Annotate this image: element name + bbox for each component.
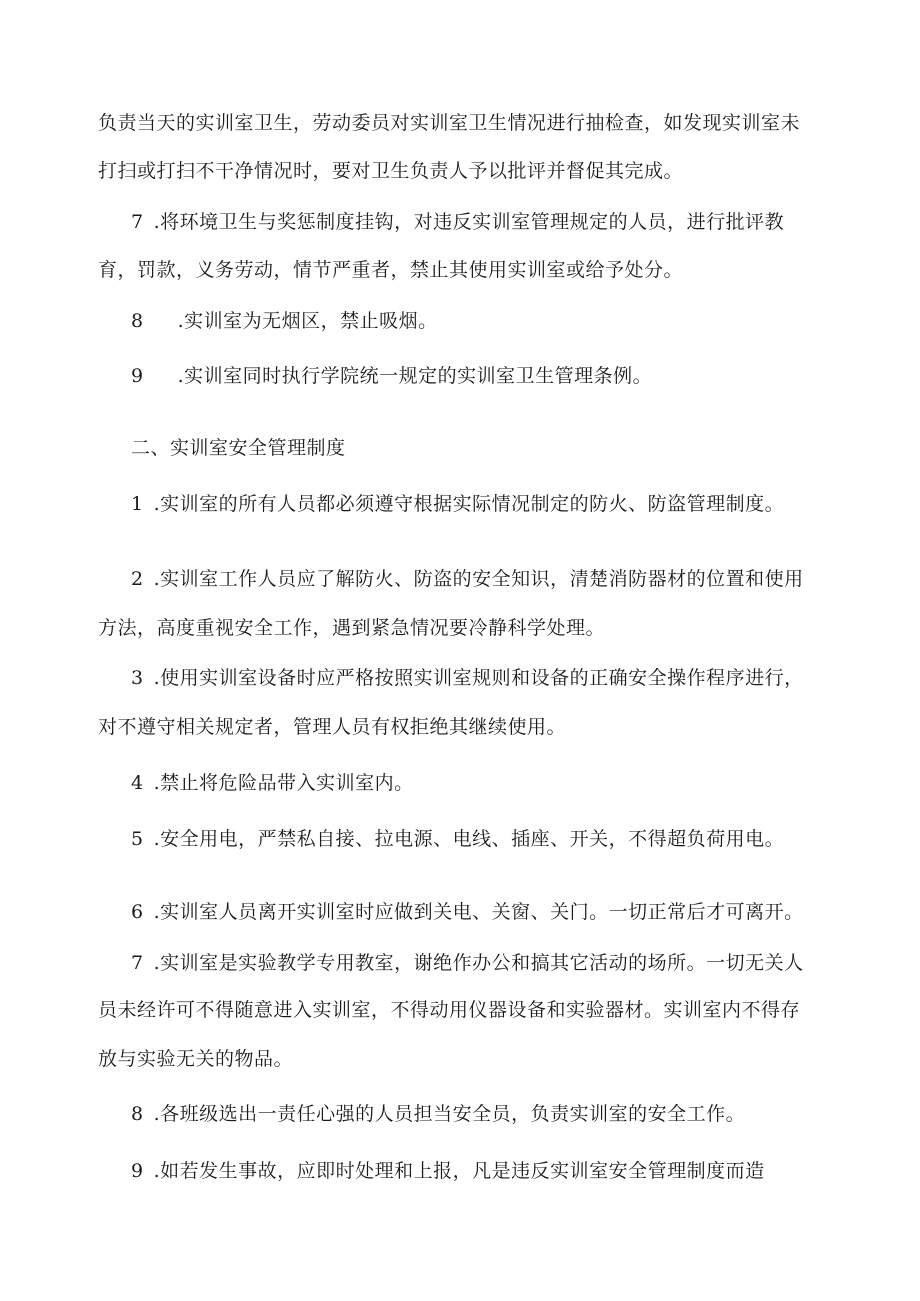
item-number: 7 <box>131 952 144 974</box>
safety-item-2 <box>131 566 871 592</box>
item-number: 4 <box>131 772 144 794</box>
item-text: .禁止将危险品带入实训室内。 <box>153 772 414 794</box>
item-text: .实训室为无烟区，禁止吸烟。 <box>177 310 438 332</box>
safety-item-4 <box>131 770 871 796</box>
item-text: .实训室工作人员应了解防火、防盗的安全知识，清楚消防器材的位置和使用 <box>153 568 804 590</box>
safety-item-1 <box>131 491 871 517</box>
item-number: 8 <box>131 1103 144 1125</box>
section-heading: 二、实训室安全管理制度 <box>131 437 346 459</box>
safety-item-8 <box>131 1101 871 1127</box>
safety-item-6 <box>131 899 871 925</box>
hygiene-item-9 <box>131 363 871 389</box>
hygiene-item-8 <box>131 308 871 334</box>
item-number: 2 <box>131 568 144 590</box>
item-text: .如若发生事故，应即时处理和上报，凡是违反实训室安全管理制度而造 <box>153 1160 765 1182</box>
safety-item-9 <box>131 1158 871 1184</box>
paragraph-line: 对不遵守相关规定者，管理人员有权拒绝其继续使用。 <box>98 716 567 738</box>
safety-item-3 <box>131 665 871 691</box>
item-number: 9 <box>131 1160 144 1182</box>
paragraph-line: 打扫或打扫不干净情况时，要对卫生负责人予以批评并督促其完成。 <box>98 160 684 182</box>
item-number: 1 <box>131 493 144 515</box>
item-number: 6 <box>131 901 144 923</box>
item-number: 8 <box>131 310 144 332</box>
paragraph-line: 员未经许可不得随意进入实训室，不得动用仪器设备和实验器材。实训室内不得存 <box>98 999 801 1021</box>
safety-item-5 <box>131 826 871 852</box>
item-number: 5 <box>131 828 144 850</box>
item-text: .实训室同时执行学院统一规定的实训室卫生管理条例。 <box>177 365 653 387</box>
safety-item-7 <box>131 950 871 976</box>
item-number: 7 <box>131 211 144 233</box>
paragraph-line: 育，罚款，义务劳动，情节严重者，禁止其使用实训室或给予处分。 <box>98 259 684 281</box>
paragraph-line: 放与实验无关的物品。 <box>98 1048 294 1070</box>
item-text: .将环境卫生与奖惩制度挂钩，对违反实训室管理规定的人员，进行批评教 <box>153 211 785 233</box>
item-text: .实训室是实验教学专用教室，谢绝作办公和搞其它活动的场所。一切无关人 <box>153 952 804 974</box>
item-number: 3 <box>131 667 144 689</box>
item-number: 9 <box>131 365 144 387</box>
paragraph-line: 方法，高度重视安全工作，遇到紧急情况要冷静科学处理。 <box>98 617 606 639</box>
hygiene-item-7 <box>131 209 871 235</box>
item-text: .实训室人员离开实训室时应做到关电、关窗、关门。一切正常后才可离开。 <box>153 901 804 923</box>
item-text: .实训室的所有人员都必须遵守根据实际情况制定的防火、防盗管理制度。 <box>153 493 785 515</box>
item-text: .使用实训室设备时应严格按照实训室规则和设备的正确安全操作程序进行， <box>153 667 804 689</box>
item-text: .各班级选出一责任心强的人员担当安全员，负责实训室的安全工作。 <box>153 1103 746 1125</box>
item-text: .安全用电，严禁私自接、拉电源、电线、插座、开关，不得超负荷用电。 <box>153 828 785 850</box>
paragraph-line: 负责当天的实训室卫生，劳动委员对实训室卫生情况进行抽检查，如发现实训室未 <box>98 112 801 134</box>
